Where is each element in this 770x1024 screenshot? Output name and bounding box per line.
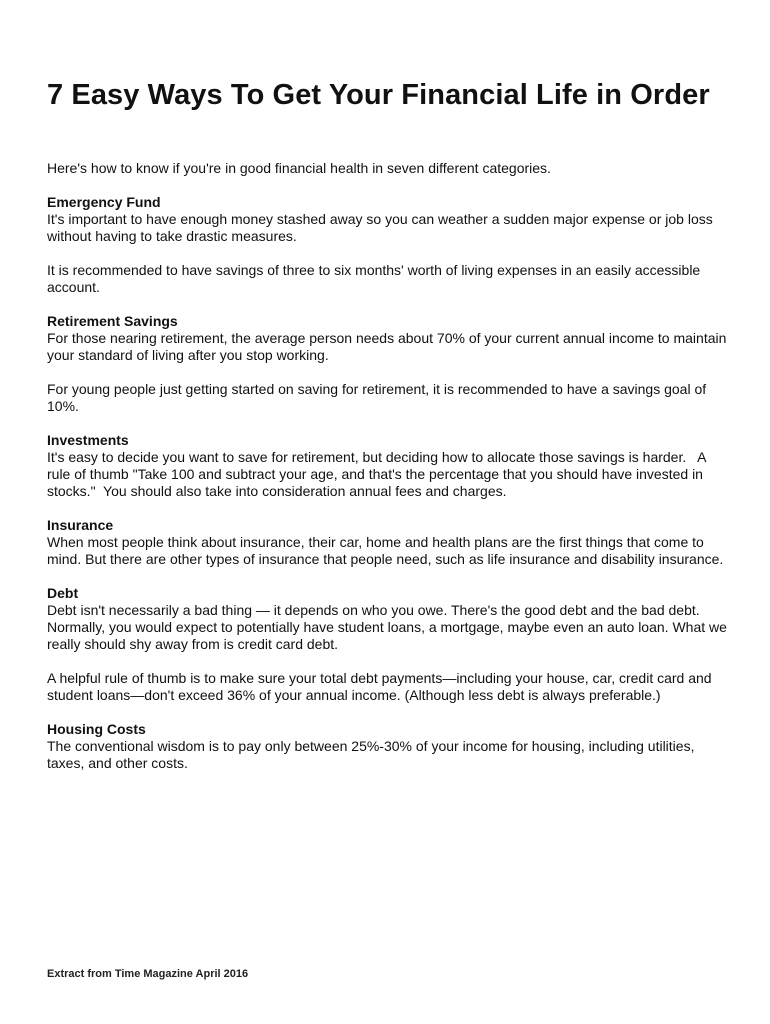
section-heading: Emergency Fund <box>47 194 161 210</box>
section-heading: Insurance <box>47 517 114 533</box>
section-paragraph: The conventional wisdom is to pay only between 25%-30% of your income for housing, including utilities, taxes, and other costs. <box>47 738 695 771</box>
section-paragraph: For young people just getting started on saving for retirement, it is recommended to have a savings goal of 10%. <box>47 381 707 414</box>
section-heading: Debt <box>47 585 79 601</box>
section-paragraph: A helpful rule of thumb is to make sure your total debt payments—including your house, car, credit card and student loans—don't exceed 36% of your annual income. (Although less debt is always preferable.) <box>47 670 712 703</box>
section-heading: Housing Costs <box>47 721 146 737</box>
source-footer: Extract from Time Magazine April 2016 <box>47 968 249 980</box>
section-housing-costs <box>47 721 727 772</box>
page-title: 7 Easy Ways To Get Your Financial Life in Order <box>47 79 710 111</box>
intro-paragraph: Here's how to know if you're in good financial health in seven different categories. <box>47 160 551 176</box>
document-body <box>47 78 727 772</box>
section-heading: Investments <box>47 432 129 448</box>
section-retirement-savings <box>47 313 727 415</box>
section-paragraph: For those nearing retirement, the average person needs about 70% of your current annual income to maintain your standard of living after you stop working. <box>47 330 727 363</box>
section-paragraph: It's easy to decide you want to save for retirement, but deciding how to allocate those savings is harder. A rule of thumb "Take 100 and subtract your age, and that's the percentage that you should have invested in stocks." You should also take into consideration annual fees and charges. <box>47 449 710 499</box>
section-heading: Retirement Savings <box>47 313 178 329</box>
section-investments <box>47 432 727 500</box>
section-paragraph: It's important to have enough money stashed away so you can weather a sudden major expense or job loss without having to take drastic measures. <box>47 211 713 244</box>
section-debt <box>47 585 727 704</box>
section-emergency-fund <box>47 194 727 296</box>
section-paragraph: Debt isn't necessarily a bad thing — it depends on who you owe. There's the good debt and the bad debt. Normally, you would expect to potentially have student loans, a mortgage, maybe even an auto loan. What we really should shy away from is credit card debt. <box>47 602 727 652</box>
section-paragraph: When most people think about insurance, their car, home and health plans are the first things that come to mind. But there are other types of insurance that people need, such as life insurance and disability insurance. <box>47 534 724 567</box>
section-insurance <box>47 517 727 568</box>
section-paragraph: It is recommended to have savings of three to six months' worth of living expenses in an easily accessible account. <box>47 262 701 295</box>
